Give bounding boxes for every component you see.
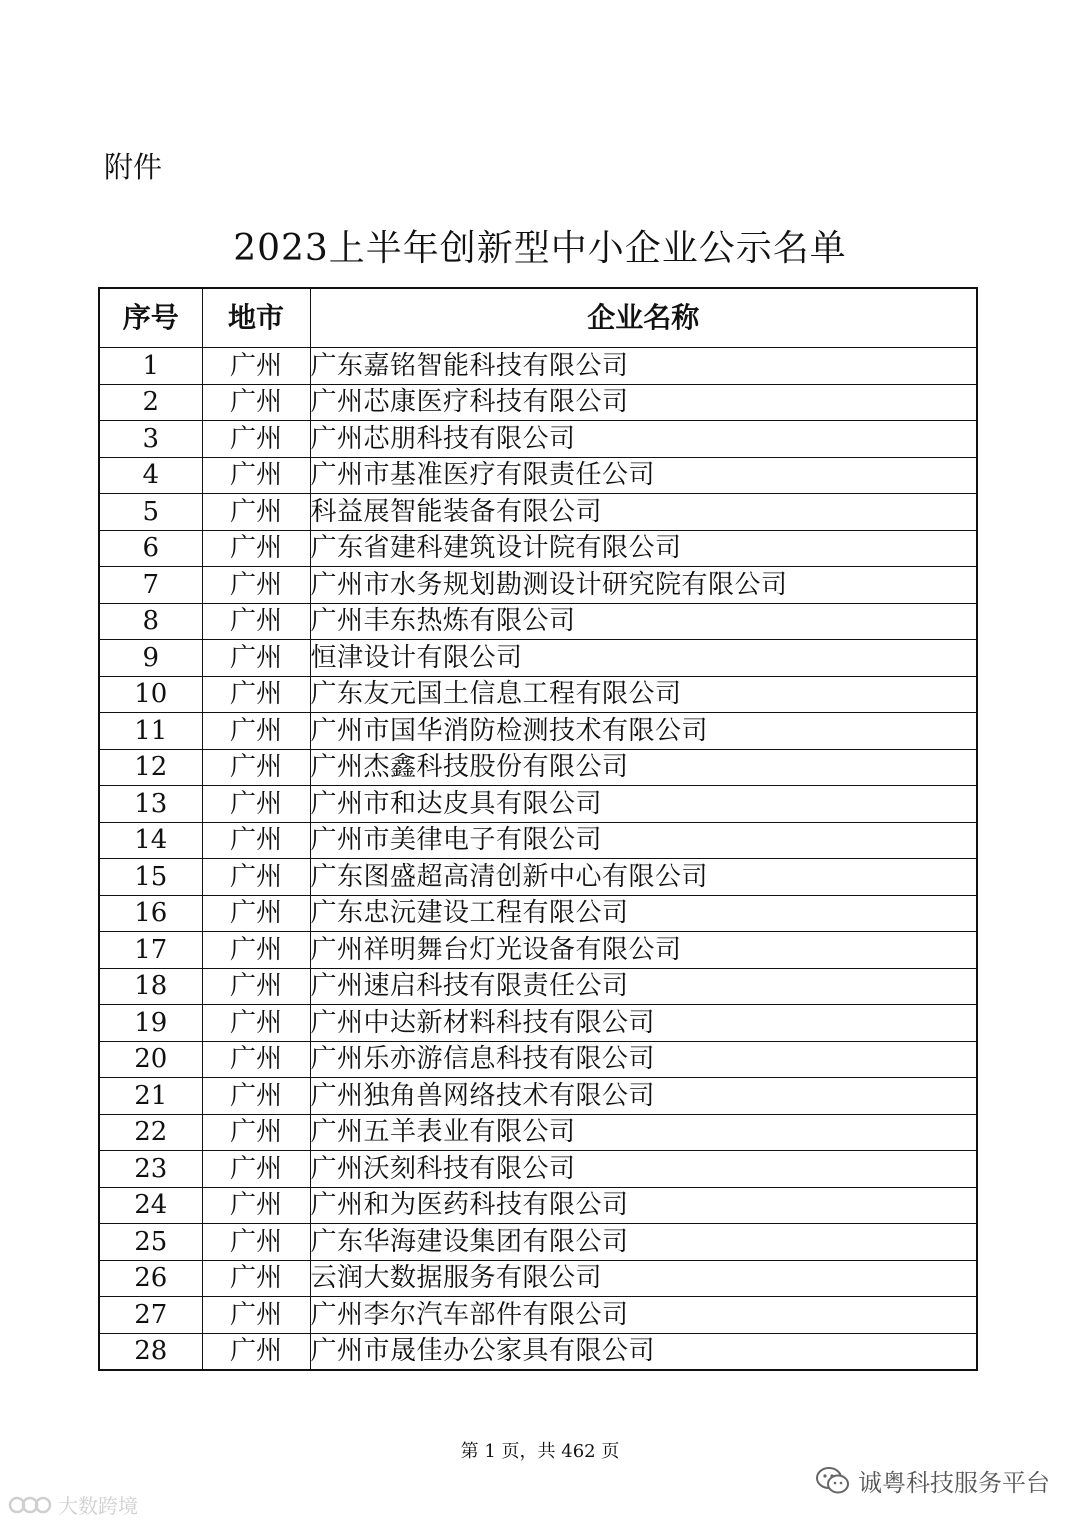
table-row [99,494,977,531]
row-city: 广州 [202,676,310,713]
table-row [99,640,977,677]
row-company-name: 广州市水务规划勘测设计研究院有限公司 [310,567,977,604]
row-serial: 25 [99,1224,202,1261]
row-company-name: 广州速启科技有限责任公司 [310,968,977,1005]
row-city: 广州 [202,494,310,531]
row-company-name: 广东图盛超高清创新中心有限公司 [310,859,977,896]
header-company: 企业名称 [310,288,977,348]
row-company-name: 广州中达新材料科技有限公司 [310,1005,977,1042]
row-city: 广州 [202,968,310,1005]
row-city: 广州 [202,1260,310,1297]
row-serial: 13 [99,786,202,823]
row-city: 广州 [202,822,310,859]
watermark-brand [8,1490,138,1519]
table-row [99,1224,977,1261]
row-city: 广州 [202,1297,310,1334]
row-city: 广州 [202,786,310,823]
row-company-name: 广州和为医药科技有限公司 [310,1187,977,1224]
table-row [99,384,977,421]
row-company-name: 广州市和达皮具有限公司 [310,786,977,823]
row-company-name: 科益展智能装备有限公司 [310,494,977,531]
row-city: 广州 [202,1333,310,1370]
company-list-table [98,287,978,1371]
header-city: 地市 [202,288,310,348]
table-row [99,1151,977,1188]
row-city: 广州 [202,1151,310,1188]
row-serial: 14 [99,822,202,859]
row-city: 广州 [202,530,310,567]
table-row [99,895,977,932]
row-serial: 26 [99,1260,202,1297]
row-city: 广州 [202,932,310,969]
watermark-left-text: 大数跨境 [58,1494,138,1518]
row-serial: 17 [99,932,202,969]
row-city: 广州 [202,859,310,896]
table-row [99,932,977,969]
row-company-name: 广东嘉铭智能科技有限公司 [310,348,977,385]
row-company-name: 广州沃刻科技有限公司 [310,1151,977,1188]
row-serial: 12 [99,749,202,786]
row-company-name: 广州丰东热炼有限公司 [310,603,977,640]
row-serial: 24 [99,1187,202,1224]
table-row [99,1114,977,1151]
table-row [99,1297,977,1334]
table-row [99,530,977,567]
row-serial: 27 [99,1297,202,1334]
row-company-name: 广东忠沅建设工程有限公司 [310,895,977,932]
row-serial: 8 [99,603,202,640]
table-row [99,1333,977,1370]
table-row [99,859,977,896]
row-company-name: 广州杰鑫科技股份有限公司 [310,749,977,786]
row-city: 广州 [202,1041,310,1078]
row-city: 广州 [202,1005,310,1042]
row-serial: 19 [99,1005,202,1042]
row-city: 广州 [202,713,310,750]
row-serial: 1 [99,348,202,385]
row-serial: 21 [99,1078,202,1115]
row-company-name: 广东省建科建筑设计院有限公司 [310,530,977,567]
row-city: 广州 [202,640,310,677]
table-row [99,603,977,640]
row-company-name: 广州市基准医疗有限责任公司 [310,457,977,494]
table-row [99,1041,977,1078]
row-city: 广州 [202,749,310,786]
table-row [99,421,977,458]
brand-logo-icon [8,1492,54,1518]
row-serial: 3 [99,421,202,458]
row-city: 广州 [202,1187,310,1224]
page-footer: 第 1 页，共 462 页 [460,1441,620,1462]
row-serial: 18 [99,968,202,1005]
row-city: 广州 [202,384,310,421]
watermark-right-text: 诚粤科技服务平台 [858,1469,1050,1497]
row-serial: 20 [99,1041,202,1078]
row-serial: 4 [99,457,202,494]
table-row [99,457,977,494]
row-serial: 5 [99,494,202,531]
row-company-name: 广州市国华消防检测技术有限公司 [310,713,977,750]
table-row [99,822,977,859]
row-serial: 15 [99,859,202,896]
row-company-name: 广州李尔汽车部件有限公司 [310,1297,977,1334]
row-company-name: 广州市晟佳办公家具有限公司 [310,1333,977,1370]
row-serial: 22 [99,1114,202,1151]
table-body [99,348,977,1371]
attachment-label: 附件 [104,150,163,184]
row-company-name: 广州独角兽网络技术有限公司 [310,1078,977,1115]
row-company-name: 广州芯朋科技有限公司 [310,421,977,458]
table-row [99,713,977,750]
row-serial: 2 [99,384,202,421]
row-serial: 6 [99,530,202,567]
row-serial: 28 [99,1333,202,1370]
row-serial: 7 [99,567,202,604]
table-row [99,1078,977,1115]
row-company-name: 广州五羊表业有限公司 [310,1114,977,1151]
table-row [99,1005,977,1042]
row-company-name: 广州市美律电子有限公司 [310,822,977,859]
watermark-wechat [816,1463,1050,1498]
row-city: 广州 [202,895,310,932]
table-row [99,749,977,786]
row-city: 广州 [202,348,310,385]
row-city: 广州 [202,1114,310,1151]
row-city: 广州 [202,1224,310,1261]
page-title: 2023上半年创新型中小企业公示名单 [233,228,847,269]
row-serial: 23 [99,1151,202,1188]
wechat-icon [816,1467,850,1495]
table-row [99,968,977,1005]
row-city: 广州 [202,421,310,458]
row-company-name: 广州芯康医疗科技有限公司 [310,384,977,421]
row-city: 广州 [202,457,310,494]
table-row [99,348,977,385]
row-company-name: 恒津设计有限公司 [310,640,977,677]
row-city: 广州 [202,567,310,604]
row-company-name: 广东友元国土信息工程有限公司 [310,676,977,713]
row-company-name: 云润大数据服务有限公司 [310,1260,977,1297]
row-city: 广州 [202,603,310,640]
table-row [99,567,977,604]
row-company-name: 广州乐亦游信息科技有限公司 [310,1041,977,1078]
row-company-name: 广州祥明舞台灯光设备有限公司 [310,932,977,969]
table-header-row [99,288,977,348]
row-serial: 16 [99,895,202,932]
row-serial: 9 [99,640,202,677]
row-serial: 11 [99,713,202,750]
table-row [99,1187,977,1224]
row-company-name: 广东华海建设集团有限公司 [310,1224,977,1261]
table-row [99,676,977,713]
header-serial: 序号 [99,288,202,348]
row-serial: 10 [99,676,202,713]
row-city: 广州 [202,1078,310,1115]
table-row [99,786,977,823]
table-row [99,1260,977,1297]
